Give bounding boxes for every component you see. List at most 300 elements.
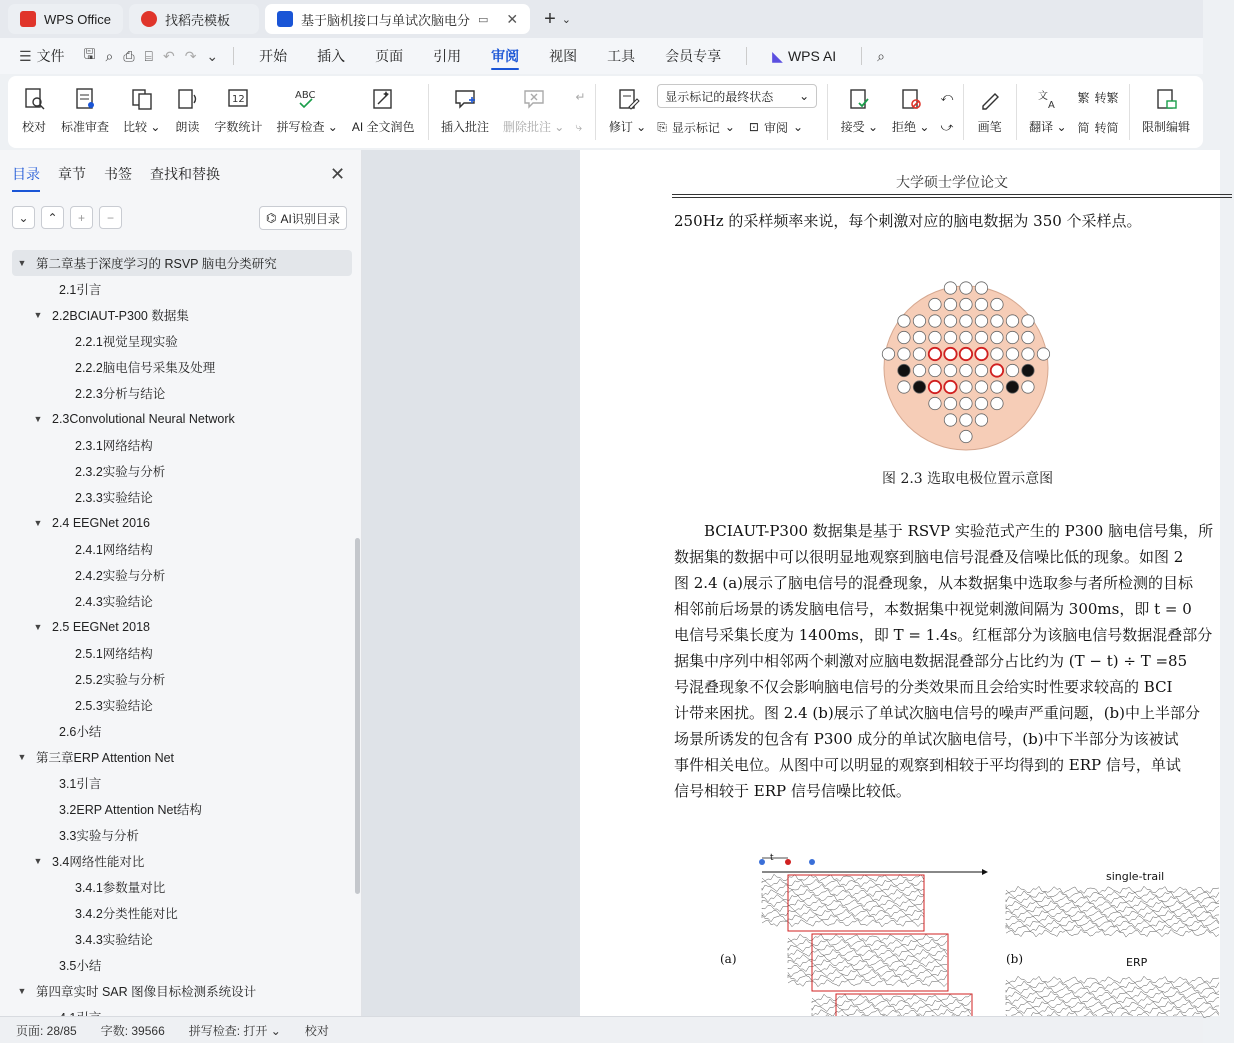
toc-item[interactable] [12, 250, 352, 276]
eeg-trace [1006, 1006, 1219, 1014]
toc-list [12, 250, 352, 1014]
eeg-waves [762, 874, 1219, 1027]
electrode-mark [975, 282, 987, 294]
word-count-button[interactable] [207, 80, 269, 144]
compare-icon [129, 86, 155, 112]
to-simplified-button[interactable]: 简 转简 [1077, 120, 1119, 135]
eeg-trace [1006, 910, 1219, 918]
paragraph-line: 事件相关电位。从图中可以明显的观察到相较于平均得到的 ERP 信号，单试 [674, 756, 1181, 774]
translate-button[interactable] [1022, 80, 1073, 144]
paragraph-line: 据集中序列中相邻两个刺激对应脑电数据混叠部分占比约为 (T − t) ÷ T =85 [674, 652, 1188, 670]
collapse-icon[interactable]: ⌃ [41, 206, 64, 229]
undo-icon[interactable]: ↶ [162, 47, 175, 64]
toc-item-label: 2.5 EEGNet 2018 [52, 620, 150, 634]
word-count-indicator[interactable]: 字数: 39566 [100, 1023, 165, 1038]
eeg-trace [1006, 929, 1219, 937]
tab-toc[interactable]: 目录 [12, 164, 40, 192]
electrode-mark [975, 381, 987, 393]
save-icon[interactable]: 🖫 [83, 46, 96, 62]
electrode-mark [991, 397, 1003, 409]
tab-label: WPS Office [44, 11, 111, 27]
proofread-button[interactable] [14, 80, 54, 144]
ai-polish-label: AI 全文润色 [351, 120, 415, 134]
wps-logo-icon [20, 11, 36, 27]
paragraph-line: 相邻前后场景的诱发脑电信号，本数据集中视觉刺激间隔为 300ms，即 t = 0 [674, 600, 1192, 618]
traditional-icon: 繁 [1077, 90, 1090, 105]
paragraph-line: 电信号采集长度为 1400ms，即 T = 1.4s。红框部分为该脑电信号数据混叠部分 [674, 626, 1213, 644]
electrode-mark [960, 348, 972, 360]
print-icon[interactable]: ⎙ [123, 47, 135, 64]
menu-home[interactable]: 开始 [259, 48, 288, 64]
eeg-trace [762, 904, 924, 912]
divider [861, 47, 862, 65]
eeg-trace [762, 884, 924, 892]
body-text-line[interactable]: 250Hz 的采样频率来说，每个刺激对应的脑电数据为 350 个采样点。 [674, 212, 1142, 230]
nav-tabs [12, 164, 220, 192]
toc-item[interactable] [12, 640, 352, 666]
svg-text:A: A [1047, 100, 1055, 111]
toc-item-label: 2.4.3实验结论 [75, 595, 153, 609]
electrode-mark [960, 430, 972, 442]
toc-item[interactable] [12, 718, 352, 744]
fig-a-label: (a) [720, 952, 737, 966]
electrode-mark [991, 381, 1003, 393]
electrode-mark [975, 348, 987, 360]
toc-item-label: 2.4.2实验与分析 [75, 569, 166, 583]
chevron-down-icon[interactable]: ⌄ [561, 13, 572, 26]
electrode-mark [991, 331, 1003, 343]
paragraph-line: 数据集的数据中可以很明显地观察到脑电信号混叠及信噪比低的现象。如图 2 [674, 548, 1184, 566]
toc-item[interactable] [12, 978, 352, 1004]
electrode-mark [944, 348, 956, 360]
toc-item[interactable] [12, 302, 352, 328]
simplified-icon: 简 [1077, 120, 1090, 135]
electrode-mark [929, 348, 941, 360]
ai-recognize-label: AI识别目录 [280, 211, 340, 226]
toc-item[interactable] [12, 666, 352, 692]
track-changes-label: 修订 ⌄ [608, 120, 647, 134]
header-rule [672, 197, 1232, 198]
toc-toolbar [12, 206, 122, 229]
toc-item-label: 2.3.1网络结构 [75, 439, 153, 453]
eeg-trace [1006, 996, 1219, 1004]
caret-down-icon[interactable]: ▼ [33, 622, 43, 632]
toc-item[interactable] [12, 458, 352, 484]
electrode-mark [929, 315, 941, 327]
toc-item[interactable] [12, 562, 352, 588]
electrode-mark [1006, 331, 1018, 343]
standard-review-label: 标准审查 [61, 120, 110, 134]
word-doc-icon [277, 11, 293, 27]
standard-review-button[interactable] [54, 80, 116, 144]
electrode-mark [960, 315, 972, 327]
electrode-mark [898, 364, 910, 376]
reject-icon [898, 86, 924, 112]
toc-item-label: 第二章基于深度学习的 RSVP 脑电分类研究 [36, 257, 277, 271]
toc-item[interactable] [12, 796, 352, 822]
toc-item[interactable] [12, 432, 352, 458]
toc-item[interactable] [12, 692, 352, 718]
eeg-trace [762, 894, 924, 902]
track-changes-button[interactable] [602, 80, 653, 144]
electrode-mark [975, 298, 987, 310]
toc-item[interactable] [12, 926, 352, 952]
translate-icon [1035, 86, 1061, 112]
electrode-mark [975, 315, 987, 327]
document-area [362, 150, 1214, 1016]
menu-review[interactable]: 审阅 [476, 38, 534, 74]
toc-item-label: 2.2.1视觉呈现实验 [75, 335, 178, 349]
electrode-mark [1022, 331, 1034, 343]
toc-item-label: 2.5.1网络结构 [75, 647, 153, 661]
read-aloud-label: 朗读 [175, 120, 200, 134]
electrode-mark [960, 282, 972, 294]
markup-select[interactable] [657, 84, 817, 108]
remove-icon[interactable]: − [99, 206, 122, 229]
header-rule [672, 194, 1232, 195]
pen-label: 画笔 [977, 120, 1002, 134]
divider [233, 47, 234, 65]
caret-down-icon[interactable]: ▼ [17, 258, 27, 268]
proofread-label: 校对 [21, 120, 46, 134]
close-icon[interactable]: ✕ [330, 164, 346, 184]
toc-item-label: 2.6小结 [59, 725, 102, 739]
divider [746, 47, 747, 65]
electrode-mark [960, 298, 972, 310]
show-markup-button[interactable]: ⎘ 显示标记 ⌄ [657, 119, 735, 135]
electrode-mark [929, 397, 941, 409]
toc-item-label: 2.2BCIAUT-P300 数据集 [52, 309, 189, 323]
eeg-trace [1006, 896, 1219, 904]
svg-text:文: 文 [1037, 91, 1048, 102]
tab-find-replace[interactable]: 查找和替换 [150, 166, 220, 182]
fig-erp-label: ERP [1126, 956, 1148, 969]
toc-item-label: 3.2ERP Attention Net结构 [59, 803, 202, 817]
delete-comment-label: 删除批注 ⌄ [502, 120, 565, 134]
paragraph-line: 场景所诱发的包含有 P300 成分的单试次脑电信号，(b)中下半部分为该被试 [674, 730, 1179, 748]
toc-item-label: 3.5小结 [59, 959, 102, 973]
caret-down-icon[interactable]: ▼ [17, 986, 27, 996]
toc-item[interactable] [12, 952, 352, 978]
toc-item-label: 2.5.2实验与分析 [75, 673, 166, 687]
electrode-mark [975, 364, 987, 376]
caret-down-icon[interactable]: ▼ [33, 856, 43, 866]
docer-icon [141, 11, 157, 27]
search-icon[interactable]: ⌕ [877, 47, 886, 64]
toc-item-label: 3.4.1参数量对比 [75, 881, 166, 895]
electrode-mark [991, 348, 1003, 360]
caret-down-icon[interactable]: ▼ [33, 518, 43, 528]
tab-bar [0, 0, 1203, 38]
menu-page[interactable]: 页面 [375, 48, 404, 64]
electrode-mark [882, 348, 894, 360]
read-aloud-button[interactable] [167, 80, 207, 144]
electrode-mark [913, 348, 925, 360]
electrode-mark [929, 364, 941, 376]
wps-ai-label: WPS AI [787, 48, 837, 64]
paragraph-line: 号混叠现象不仅会影响脑电信号的分类效果而且会给实时性要求较高的 BCI [674, 678, 1173, 696]
restrict-edit-label: 限制编辑 [1141, 120, 1190, 134]
accept-button[interactable] [834, 80, 885, 144]
tab-label: 找稻壳模板 [164, 12, 230, 28]
electrode-mark [944, 331, 956, 343]
caret-down-icon[interactable]: ▼ [33, 310, 43, 320]
proofread-icon [21, 86, 47, 112]
spell-check-icon [294, 86, 320, 112]
insert-comment-button[interactable] [434, 80, 496, 144]
electrode-mark [898, 348, 910, 360]
format-painter-icon[interactable]: ⌕ [105, 47, 114, 64]
electrode-mark [929, 298, 941, 310]
electrode-mark [960, 414, 972, 426]
toc-item-label: 2.3Convolutional Neural Network [52, 412, 235, 426]
electrode-mark [1022, 381, 1034, 393]
to-traditional-button[interactable]: 繁 转繁 [1077, 90, 1119, 105]
next-change-icon[interactable]: ⤻ [940, 119, 954, 134]
document-page [580, 150, 1220, 1016]
tab-docer[interactable] [129, 4, 259, 34]
toc-item[interactable] [12, 848, 352, 874]
toc-item-label: 3.4.3实验结论 [75, 933, 153, 947]
electrode-mark [898, 381, 910, 393]
electrode-mark [944, 364, 956, 376]
toc-item[interactable] [12, 744, 352, 770]
standard-review-icon [72, 86, 98, 112]
tab-chapters[interactable]: 章节 [58, 166, 86, 182]
toc-item[interactable] [12, 822, 352, 848]
tab-document[interactable] [265, 4, 530, 34]
fig-single-trail-label: single-trail [1106, 870, 1165, 883]
ai-logo-icon: ◣ [772, 47, 783, 64]
toc-item-label: 2.2.2脑电信号采集及处理 [75, 361, 216, 375]
pen-icon [977, 86, 1003, 112]
toc-item-label: 3.4网络性能对比 [52, 855, 145, 869]
ai-recognize-toc-button[interactable] [259, 206, 347, 230]
eeg-trace [762, 909, 924, 917]
toc-item[interactable] [12, 380, 352, 406]
caret-down-icon[interactable]: ▼ [17, 752, 27, 762]
fig-b-label: (b) [1006, 952, 1024, 966]
menu-insert[interactable]: 插入 [317, 48, 346, 64]
electrode-mark [960, 397, 972, 409]
markup-select-value: 显示标记的最终状态 [665, 89, 774, 104]
menu-bar [0, 38, 1203, 74]
spell-check-button[interactable] [269, 80, 344, 144]
paragraph-line: BCIAUT-P300 数据集是基于 RSVP 实验范式产生的 P300 脑电信号集，所 [674, 522, 1214, 540]
menu-tools[interactable]: 工具 [607, 48, 636, 64]
paragraph-line: 计带来困扰。图 2.4 (b)展示了单试次脑电信号的噪声严重问题，(b)中上半部分 [674, 704, 1201, 722]
electrode-mark [991, 298, 1003, 310]
ai-polish-button[interactable] [345, 80, 422, 144]
word-count-label: 字数统计 [214, 120, 263, 134]
electrode-mark [1022, 348, 1034, 360]
eeg-trace [762, 899, 924, 907]
spell-check-indicator[interactable]: 拼写检查: 打开 ⌄ [188, 1023, 281, 1038]
toc-item-label: 2.4.1网络结构 [75, 543, 153, 557]
electrode-mark [913, 364, 925, 376]
electrode-mark [1037, 348, 1049, 360]
electrode-mark [1022, 315, 1034, 327]
menu-member[interactable]: 会员专享 [665, 48, 722, 64]
toc-item[interactable] [12, 874, 352, 900]
proofread-indicator[interactable]: 校对 [304, 1023, 329, 1038]
toc-item-label: 第三章ERP Attention Net [36, 751, 175, 765]
restrict-edit-button[interactable] [1135, 80, 1197, 144]
electrode-mark [991, 364, 1003, 376]
toc-item[interactable] [12, 900, 352, 926]
toc-item-label: 2.3.2实验与分析 [75, 465, 166, 479]
page-indicator[interactable]: 页面: 28/85 [16, 1023, 77, 1038]
comment-add-icon [452, 86, 478, 112]
delete-comment-button[interactable] [496, 80, 571, 144]
toc-item-label: 3.1引言 [59, 777, 102, 791]
reject-button[interactable] [885, 80, 936, 144]
electrode-mark [960, 331, 972, 343]
paragraph-line: 信号相较于 ERP 信号信噪比较低。 [674, 782, 911, 800]
electrode-mark [898, 331, 910, 343]
electrode-mark [944, 298, 956, 310]
toc-item[interactable] [12, 770, 352, 796]
lock-doc-icon [1153, 86, 1179, 112]
fig-t-label: t [770, 853, 774, 863]
toc-item-label: 2.3.3实验结论 [75, 491, 153, 505]
electrode-mark [929, 331, 941, 343]
body-paragraph[interactable] [674, 518, 1234, 804]
eeg-trace [1006, 1001, 1219, 1009]
tab-bookmarks[interactable]: 书签 [104, 166, 132, 182]
eeg-trace [1006, 925, 1219, 933]
accept-icon [846, 86, 872, 112]
accept-label: 接受 ⌄ [840, 120, 879, 134]
tab-label: 基于脑机接口与单试次脑电分 [300, 12, 470, 28]
comment-nav [571, 80, 589, 144]
screen-icon[interactable]: ▭ [477, 13, 489, 26]
electrode-figure [876, 278, 1076, 458]
status-bar [0, 1016, 1203, 1043]
toc-item[interactable] [12, 406, 352, 432]
eeg-trace [1006, 981, 1219, 989]
previous-change-icon[interactable]: ⤺ [940, 89, 954, 104]
toc-item-label: 3.4.2分类性能对比 [75, 907, 178, 921]
electrode-mark [929, 381, 941, 393]
electrode-mark [944, 414, 956, 426]
comment-delete-icon [521, 86, 547, 112]
electrode-mark [975, 331, 987, 343]
toc-item-label: 2.5.3实验结论 [75, 699, 153, 713]
close-icon[interactable]: ✕ [506, 10, 519, 27]
read-aloud-icon [174, 86, 200, 112]
toc-item-label: 2.1引言 [59, 283, 102, 297]
electrode-mark [1006, 315, 1018, 327]
next-comment-icon[interactable]: ⤷ [575, 119, 583, 134]
toc-item[interactable] [12, 588, 352, 614]
convert-controls [1074, 80, 1123, 144]
electrode-mark [944, 315, 956, 327]
svg-text:12: 12 [232, 94, 246, 105]
spell-check-label: 拼写检查 ⌄ [276, 120, 338, 134]
pen-button[interactable] [970, 80, 1010, 144]
electrode-mark [1006, 381, 1018, 393]
electrode-mark [898, 315, 910, 327]
toc-item-label: 2.4 EEGNet 2016 [52, 516, 150, 530]
electrode-mark [913, 315, 925, 327]
electrode-mark [975, 414, 987, 426]
add-icon[interactable]: + [70, 206, 93, 229]
tab-wps-office[interactable] [8, 4, 123, 34]
toc-item[interactable] [12, 536, 352, 562]
svg-text:ABC: ABC [295, 90, 316, 101]
translate-label: 翻译 ⌄ [1029, 120, 1067, 134]
electrode-mark [975, 397, 987, 409]
expand-icon[interactable]: ⌄ [12, 206, 35, 229]
menu-wps-ai[interactable] [757, 38, 851, 74]
electrode-mark [1006, 348, 1018, 360]
previous-comment-icon[interactable]: ↵ [575, 90, 586, 104]
toc-item[interactable] [12, 328, 352, 354]
eeg-trace [1006, 891, 1219, 899]
review-pane-button[interactable]: ⊡ 审阅 ⌄ [748, 120, 804, 135]
review-pane-icon: ⊡ [748, 120, 759, 134]
ribbon-review [8, 76, 1203, 148]
toc-item[interactable] [12, 510, 352, 536]
markup-controls [653, 80, 821, 144]
electrode-mark [991, 315, 1003, 327]
navigation-panel [0, 150, 362, 1016]
eeg-figure [710, 850, 1220, 1016]
toc-item-label: 3.3实验与分析 [59, 829, 139, 843]
caret-down-icon[interactable]: ▼ [33, 414, 43, 424]
menu-file[interactable]: 文件 [36, 48, 65, 64]
page-header: 大学硕士学位论文 [896, 175, 1008, 191]
print-preview-icon[interactable]: ⌸ [144, 47, 153, 64]
compare-label: 比较 ⌄ [123, 120, 161, 134]
electrode-mark [913, 381, 925, 393]
eeg-trace [762, 889, 924, 897]
toc-item[interactable] [12, 276, 352, 302]
eeg-trace [1006, 986, 1219, 994]
paragraph-line: 图 2.4 (a)展示了脑电信号的混叠现象，从本数据集中选取参与者所检测的目标 [674, 574, 1194, 592]
toc-item[interactable] [12, 614, 352, 640]
chevron-down-icon[interactable]: ⌄ [206, 47, 219, 64]
electrode-mark [944, 397, 956, 409]
add-tab-icon[interactable]: + [544, 7, 556, 30]
ai-polish-icon [370, 86, 396, 112]
change-nav [936, 80, 957, 144]
menu-view[interactable]: 视图 [549, 48, 578, 64]
electrode-mark [944, 282, 956, 294]
electrode-mark [944, 381, 956, 393]
menu-references[interactable]: 引用 [433, 48, 462, 64]
toc-item[interactable] [12, 354, 352, 380]
insert-comment-label: 插入批注 [440, 120, 489, 134]
electrode-mark [1022, 364, 1034, 376]
toc-item-label: 2.2.3分析与结论 [75, 387, 166, 401]
show-markup-icon: ⎘ [657, 119, 667, 134]
reject-label: 拒绝 ⌄ [892, 120, 930, 134]
hamburger-icon[interactable]: ☰ [19, 47, 32, 64]
toc-item-label: 第四章实时 SAR 图像目标检测系统设计 [36, 985, 257, 999]
chevron-down-icon: ⌄ [799, 89, 810, 103]
electrode-mark [960, 381, 972, 393]
electrode-mark [1006, 364, 1018, 376]
ai-icon: ⌬ [266, 211, 277, 225]
track-changes-icon [615, 86, 641, 112]
toc-scrollbar[interactable] [355, 538, 360, 894]
compare-button[interactable] [116, 80, 167, 144]
toc-item[interactable] [12, 484, 352, 510]
figure-caption: 图 2.3 选取电极位置示意图 [882, 471, 1054, 487]
redo-icon[interactable]: ↷ [184, 47, 197, 64]
